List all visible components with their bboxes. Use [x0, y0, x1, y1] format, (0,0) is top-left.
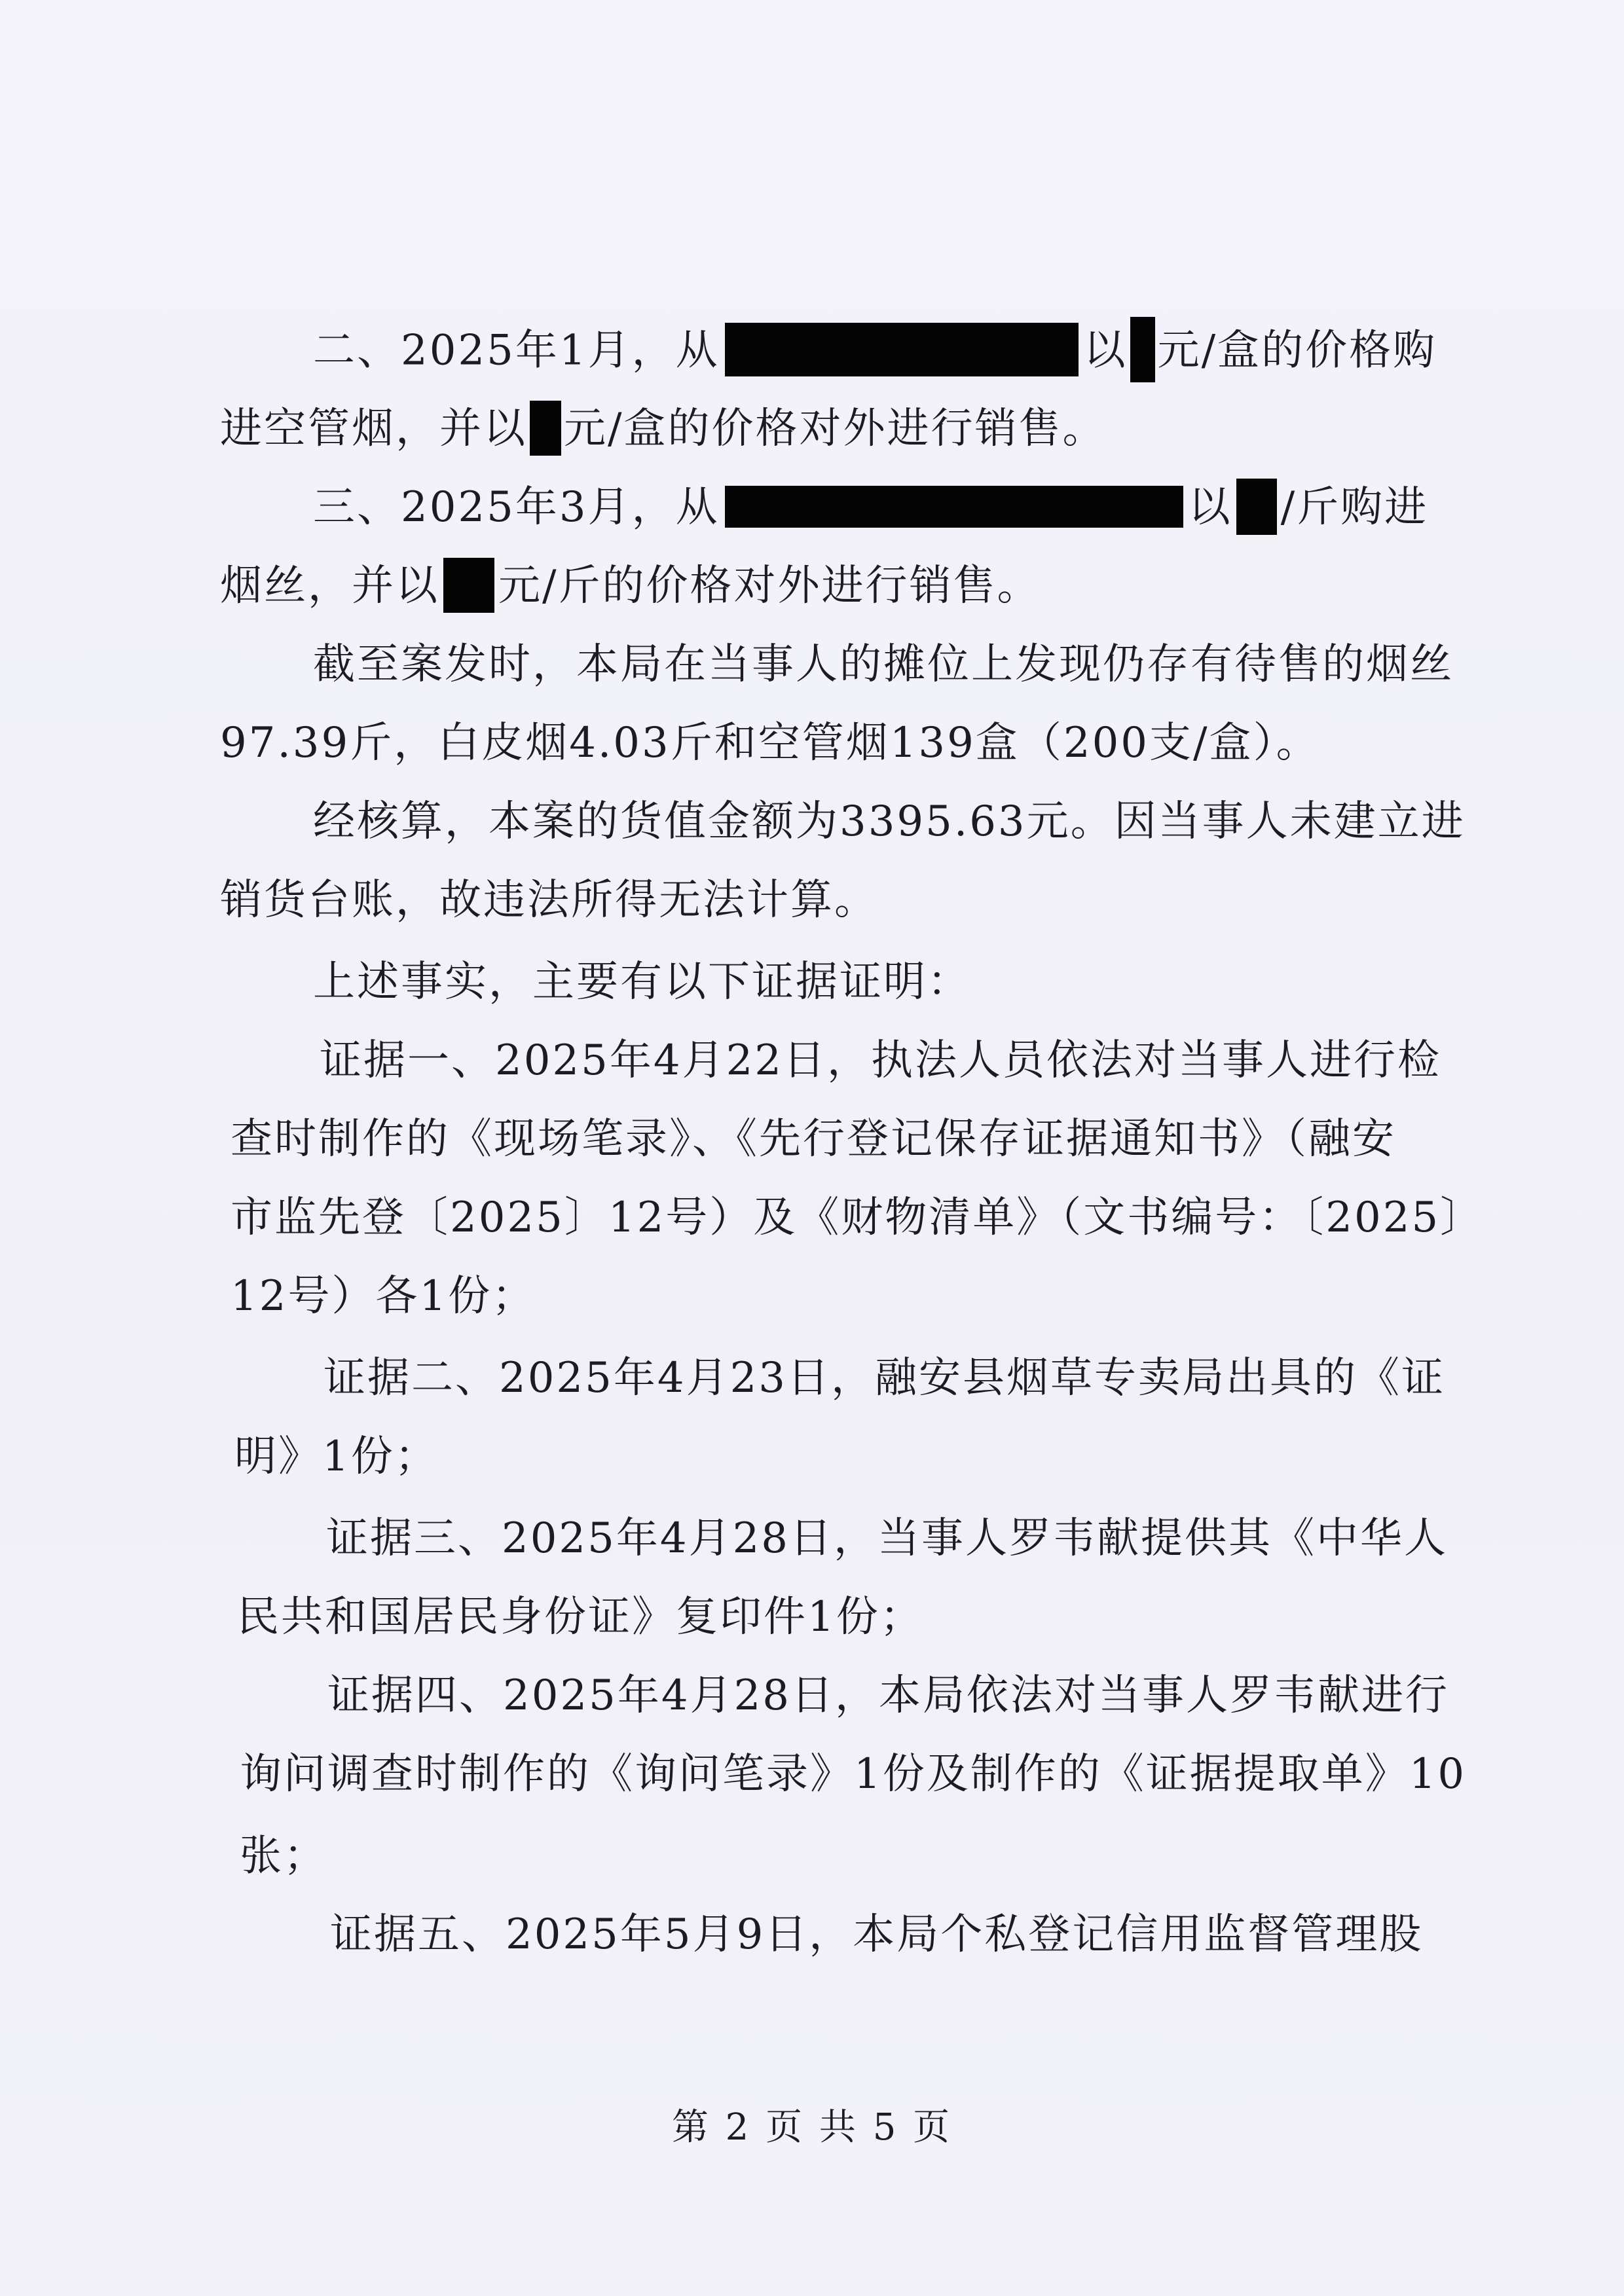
text-line	[313, 481, 1428, 539]
page-number: 第 2 页 共 5 页	[671, 2106, 953, 2149]
text-segment: 元/盒的价格购	[1157, 326, 1437, 375]
text-line: 经核算，本案的货值金额为3395.63元。因当事人未建立进	[313, 797, 1466, 846]
text-line: 上述事实，主要有以下证据证明：	[313, 958, 971, 1006]
text-line: 查时制作的《现场笔录》、《先行登记保存证据通知书》（融安	[231, 1115, 1396, 1163]
redaction-block	[1236, 479, 1277, 535]
redaction-block	[725, 323, 1079, 376]
redaction-block	[725, 486, 1183, 528]
text-segment: 二、2025年1月，从	[313, 326, 720, 375]
text-segment: 进空管烟，并以	[220, 405, 527, 453]
text-segment: 以	[1188, 483, 1232, 532]
text-line: 销货台账，故违法所得无法计算。	[220, 876, 878, 924]
text-segment: 烟丝，并以	[220, 562, 439, 610]
text-segment: 三、2025年3月，从	[313, 483, 720, 532]
text-line: 民共和国居民身份证》复印件1份；	[237, 1593, 924, 1641]
redaction-block	[530, 401, 561, 456]
text-line: 12号）各1份；	[231, 1272, 536, 1321]
text-line: 证据二、2025年4月23日，融安县烟草专卖局出具的《证	[323, 1354, 1446, 1402]
text-line	[220, 560, 1041, 617]
text-line: 截至案发时，本局在当事人的摊位上发现仍存有待售的烟丝	[313, 640, 1454, 689]
text-line: 市监先登〔2025〕12号）及《财物清单》（文书编号：〔2025〕	[231, 1194, 1485, 1242]
text-segment: 以	[1083, 326, 1128, 375]
text-segment: /斤购进	[1280, 483, 1429, 532]
text-line: 询问调查时制作的《询问笔录》1份及制作的《证据提取单》10	[240, 1750, 1467, 1798]
text-line: 证据一、2025年4月22日，执法人员依法对当事人进行检	[320, 1036, 1442, 1085]
text-line: 明》1份；	[234, 1432, 439, 1481]
text-line	[313, 321, 1437, 386]
text-line: 97.39斤，白皮烟4.03斤和空管烟139盒（200支/盒）。	[220, 719, 1320, 767]
text-line: 张；	[240, 1832, 327, 1880]
text-segment: 元/斤的价格对外进行销售。	[498, 562, 1041, 610]
text-line: 证据三、2025年4月28日，当事人罗韦献提供其《中华人	[326, 1514, 1449, 1563]
text-line	[220, 403, 1107, 460]
text-line: 证据五、2025年5月9日，本局个私登记信用监督管理股	[330, 1910, 1424, 1959]
redaction-block	[1130, 317, 1155, 382]
text-line: 证据四、2025年4月28日，本局依法对当事人罗韦献进行	[327, 1671, 1450, 1720]
redaction-block	[443, 558, 494, 613]
text-segment: 元/盒的价格对外进行销售。	[564, 405, 1107, 453]
